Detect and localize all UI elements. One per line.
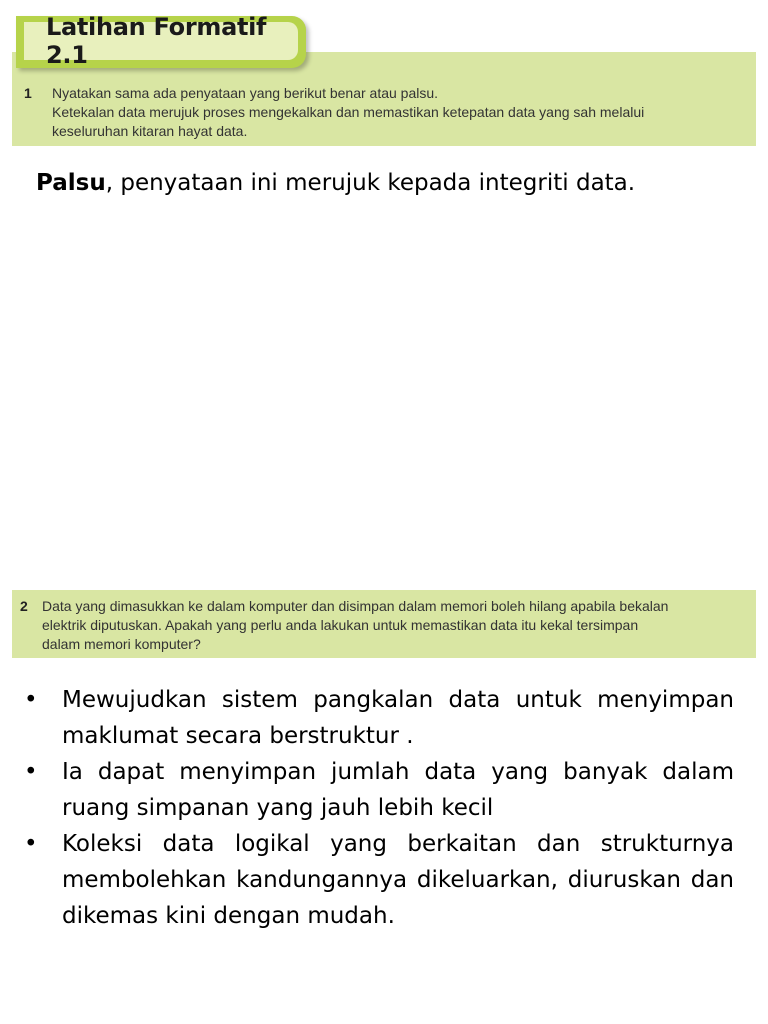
question-2-box bbox=[12, 590, 756, 658]
question-2-line: Data yang dimasukkan ke dalam komputer dan disimpan dalam memori boleh hilang apabila bekalan bbox=[42, 598, 669, 614]
bullet-icon: • bbox=[24, 687, 38, 713]
bullet-icon: • bbox=[24, 759, 38, 785]
list-item-text: Mewujudkan sistem pangkalan data untuk menyimpan maklumat secara berstruktur . bbox=[62, 687, 734, 749]
question-1-line: keseluruhan kitaran hayat data. bbox=[52, 123, 248, 139]
question-1-text bbox=[52, 84, 742, 141]
question-2-number: 2 bbox=[20, 598, 28, 614]
page-title: Latihan Formatif 2.1 bbox=[46, 13, 267, 69]
title-tab-inner bbox=[24, 13, 298, 69]
question-1-number: 1 bbox=[24, 85, 32, 101]
title-tab bbox=[16, 13, 306, 69]
question-2-line: dalam memori komputer? bbox=[42, 636, 201, 652]
list-item bbox=[22, 754, 734, 826]
question-1-line: Ketekalan data merujuk proses mengekalkan dan memastikan ketepatan data yang sah melalui bbox=[52, 104, 645, 120]
answer-1 bbox=[36, 170, 635, 196]
list-item bbox=[22, 826, 734, 934]
question-1-line: Nyatakan sama ada penyataan yang berikut benar atau palsu. bbox=[52, 85, 439, 101]
list-item-text: Koleksi data logikal yang berkaitan dan strukturnya membolehkan kandungannya dikeluarkan, diuruskan dan dikemas kini dengan mudah. bbox=[62, 831, 734, 929]
answer-2-list bbox=[22, 682, 734, 934]
answer-1-rest: , penyataan ini merujuk kepada integriti data. bbox=[105, 170, 636, 196]
bullet-icon: • bbox=[24, 831, 38, 857]
list-item-text: Ia dapat menyimpan jumlah data yang banyak dalam ruang simpanan yang jauh lebih kecil bbox=[62, 759, 734, 821]
question-2-line: elektrik diputuskan. Apakah yang perlu anda lakukan untuk memastikan data itu kekal tersimpan bbox=[42, 617, 639, 633]
answer-1-bold: Palsu bbox=[36, 170, 106, 196]
question-2-text bbox=[42, 597, 746, 654]
list-item bbox=[22, 682, 734, 754]
